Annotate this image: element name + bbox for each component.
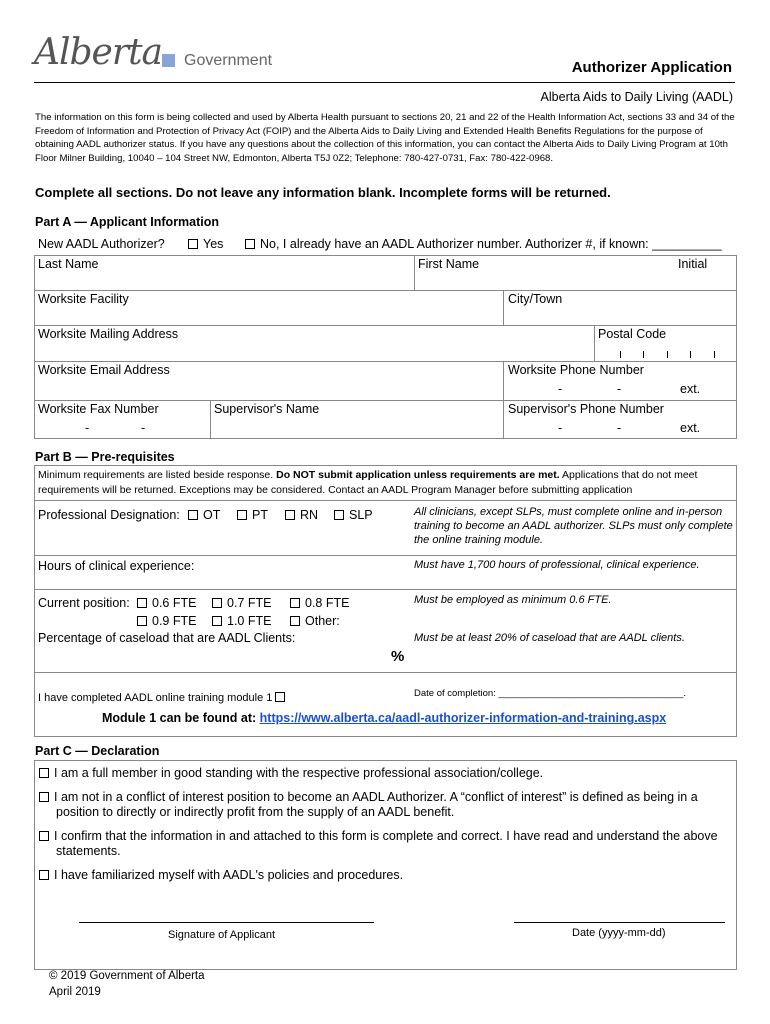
rn-option[interactable]: RN — [285, 508, 318, 522]
fte-09-checkbox[interactable] — [137, 616, 147, 626]
declaration-3-checkbox[interactable] — [39, 831, 49, 841]
supervisor-name-field[interactable]: Supervisor's Name — [214, 402, 320, 416]
requirements-text: Minimum requirements are listed beside response. Do NOT submit application unless requirements are met. Applications that do not meet requirements will be returned. Exceptions may be considered. Contact an AADL Program Manager before submitting application — [38, 469, 698, 496]
yes-option[interactable]: Yes — [188, 237, 223, 251]
row-divider — [34, 589, 737, 590]
alberta-logo-word: Alberta — [34, 32, 162, 73]
declaration-4[interactable]: I have familiarized myself with AADL's policies and procedures. — [39, 868, 729, 883]
part-b-title: Part B — Pre-requisites — [35, 450, 175, 464]
mailing-address-field[interactable]: Worksite Mailing Address — [38, 327, 179, 341]
col-divider — [503, 361, 504, 439]
requirements-bold: Do NOT submit application unless requirements are met. — [276, 469, 560, 481]
supervisor-phone-field[interactable]: Supervisor's Phone Number — [508, 402, 664, 416]
caseload-note: Must be at least 20% of caseload that are AADL clients. — [414, 632, 685, 644]
slp-checkbox[interactable] — [334, 510, 344, 520]
yes-checkbox[interactable] — [188, 239, 198, 249]
last-name-field[interactable]: Last Name — [38, 257, 99, 271]
percent-sign: % — [391, 648, 405, 665]
city-town-field[interactable]: City/Town — [508, 292, 563, 306]
footer-date: April 2019 — [49, 986, 101, 998]
fax-dash: - — [141, 421, 146, 435]
row-divider — [34, 500, 737, 501]
other-checkbox[interactable] — [290, 616, 300, 626]
row-divider — [34, 400, 737, 401]
col-divider — [210, 400, 211, 439]
header-rule — [34, 82, 735, 83]
training-option[interactable]: I have completed AADL online training module 1 — [38, 692, 290, 704]
initial-field[interactable]: Initial — [678, 257, 708, 271]
fte-10-option[interactable]: 1.0 FTE — [212, 614, 271, 628]
fte-06-option[interactable]: 0.6 FTE — [137, 596, 196, 610]
date-line[interactable] — [514, 922, 725, 923]
declaration-1[interactable]: I am a full member in good standing with the respective professional association/college. — [39, 766, 729, 781]
fax-dash: - — [85, 421, 90, 435]
postal-code-field[interactable]: Postal Code — [598, 327, 667, 341]
date-completion-field[interactable]: Date of completion: ___________________________________. — [414, 688, 687, 699]
part-a-title: Part A — Applicant Information — [35, 215, 220, 229]
signature-line[interactable] — [79, 922, 374, 923]
position-label: Current position: — [38, 596, 130, 610]
col-divider — [503, 290, 504, 325]
logo-square — [162, 54, 175, 67]
col-divider — [414, 255, 415, 290]
declaration-2[interactable]: I am not in a conflict of interest position to become an AADL Authorizer. A “conflict of interest” is defined as being in a position to directly or indirectly profit from the supply of an AADL benefit. — [39, 790, 729, 820]
part-c-title: Part C — Declaration — [35, 744, 160, 758]
other-option[interactable]: Other: — [290, 614, 340, 628]
no-option[interactable]: No, I already have an AADL Authorizer number. Authorizer #, if known: __________ — [245, 237, 722, 251]
first-name-field[interactable]: First Name — [418, 257, 480, 271]
row-divider — [34, 325, 737, 326]
program-name: Alberta Aids to Daily Living (AADL) — [540, 90, 733, 104]
declaration-4-checkbox[interactable] — [39, 870, 49, 880]
training-checkbox[interactable] — [275, 692, 285, 702]
module-line: Module 1 can be found at: https://www.alberta.ca/aadl-authorizer-information-and-training.aspx — [102, 711, 667, 725]
date-label: Date (yyyy-mm-dd) — [572, 927, 666, 939]
fte-07-checkbox[interactable] — [212, 598, 222, 608]
worksite-facility-field[interactable]: Worksite Facility — [38, 292, 129, 306]
fte-08-option[interactable]: 0.8 FTE — [290, 596, 349, 610]
declaration-2-checkbox[interactable] — [39, 792, 49, 802]
fte-09-option[interactable]: 0.9 FTE — [137, 614, 196, 628]
phone-dash: - — [617, 382, 622, 396]
new-authorizer-label: New AADL Authorizer? — [38, 237, 165, 251]
prof-designation-label: Professional Designation: — [38, 508, 180, 522]
fte-07-option[interactable]: 0.7 FTE — [212, 596, 271, 610]
slp-option[interactable]: SLP — [334, 508, 373, 522]
row-divider — [34, 361, 737, 362]
pt-checkbox[interactable] — [237, 510, 247, 520]
postal-code-ticks — [620, 351, 720, 359]
fax-field[interactable]: Worksite Fax Number — [38, 402, 159, 416]
caseload-field[interactable]: Percentage of caseload that are AADL Clients: — [38, 631, 296, 645]
declaration-1-checkbox[interactable] — [39, 768, 49, 778]
module-link[interactable]: https://www.alberta.ca/aadl-authorizer-information-and-training.aspx — [259, 711, 667, 725]
phone-dash: - — [558, 382, 563, 396]
pt-option[interactable]: PT — [237, 508, 268, 522]
supervisor-phone-ext: ext. — [680, 421, 701, 435]
fte-10-checkbox[interactable] — [212, 616, 222, 626]
row-divider — [34, 555, 737, 556]
supervisor-phone-dash: - — [558, 421, 563, 435]
hours-note: Must have 1,700 hours of professional, clinical experience. — [414, 559, 700, 571]
form-title: Authorizer Application — [571, 59, 732, 76]
government-label: Government — [184, 52, 273, 69]
prof-note: All clinicians, except SLPs, must complete online and in-person training to become an AADL authorizer. SLPs must only complete the online training module. — [414, 506, 733, 546]
phone-ext: ext. — [680, 382, 701, 396]
email-field[interactable]: Worksite Email Address — [38, 363, 170, 377]
fte-06-checkbox[interactable] — [137, 598, 147, 608]
col-divider — [594, 325, 595, 361]
position-note: Must be employed as minimum 0.6 FTE. — [414, 594, 612, 606]
alberta-logo — [34, 30, 284, 80]
supervisor-phone-dash: - — [617, 421, 622, 435]
signature-label: Signature of Applicant — [168, 929, 276, 941]
instruction: Complete all sections. Do not leave any information blank. Incomplete forms will be returned. — [35, 185, 611, 200]
row-divider — [34, 672, 737, 673]
intro-text: The information on this form is being collected and used by Alberta Health pursuant to sections 20, 21 and 22 of the Health Information Act, sections 33 and 34 of the Freedom of Information and Protection of Privacy Act (FOIP) and the Alberta Aids to Daily Living and Extended Health Benefits Regulations for the purpose of obtaining AADL authorizer status. If you have any questions about the collection of this information, you can contact the Alberta Aids to Daily Living Program at 10th Floor Milner Building, 10040 – 104 Street NW, Edmonton, Alberta T5J 0Z2; Telephone: 780-427-0731, Fax: 780-422-0968. — [35, 112, 735, 164]
fte-08-checkbox[interactable] — [290, 598, 300, 608]
ot-checkbox[interactable] — [188, 510, 198, 520]
row-divider — [34, 290, 737, 291]
phone-field[interactable]: Worksite Phone Number — [508, 363, 644, 377]
hours-field[interactable]: Hours of clinical experience: — [38, 559, 195, 573]
ot-option[interactable]: OT — [188, 508, 220, 522]
declaration-3[interactable]: I confirm that the information in and attached to this form is complete and correct. I have read and understand the above statements. — [39, 829, 729, 859]
no-checkbox[interactable] — [245, 239, 255, 249]
copyright: © 2019 Government of Alberta — [49, 970, 205, 982]
rn-checkbox[interactable] — [285, 510, 295, 520]
